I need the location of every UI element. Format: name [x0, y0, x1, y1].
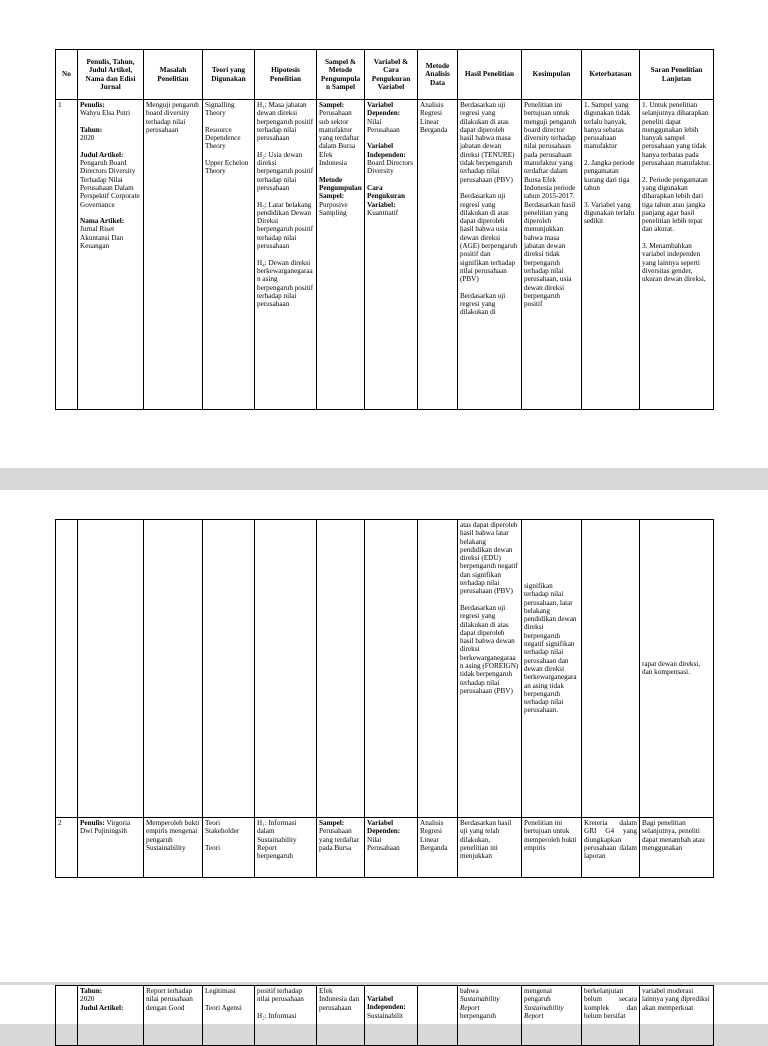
row2-keterbatasan: Kreteria dalam GRI G4 yang diungkapkan perusahaan dalam laporan [582, 818, 640, 878]
page-2 [0, 490, 768, 982]
row2-cont-hasil-end: berpengaruh [460, 1011, 496, 1020]
row2-cont-hipotesis: positif terhadap nilai perusahaan [257, 987, 304, 1004]
row1-teori-cell [203, 100, 255, 410]
header-hipotesis: Hipotesis Penelitian [255, 50, 317, 100]
header-variabel: Variabel & Cara Pengukuran Variabel [365, 50, 418, 100]
header-saran: Saran Penelitian Lanjutan [640, 50, 714, 100]
row1-hasil-e: Berdasarkan uji regresi yang dilakukan di atas dapat diperoleh hasil bahwa dewan direksi berkewarganegaraan asing (FOREIGN) tidak berpengaruh terhadap nilai perusahaan (PBV) [460, 603, 519, 695]
literature-table-page-3 [55, 985, 714, 1046]
row1-hasil-cont-cell [458, 520, 522, 818]
row1-variabel-cell [365, 100, 418, 410]
row2-cont-saran: variabel moderasi lainnya yang diprediksi akan memperkuat [640, 986, 714, 1046]
row2-cont-hasil: bahwa [460, 987, 479, 995]
row1-var-dep-label: Variabel Dependen: [367, 101, 401, 118]
row2-cont-hasil-i1: Sustainability [460, 995, 500, 1004]
row1-masalah: Menguji pengaruh board diversity terhadap nilai perusahaan [144, 100, 203, 410]
row1-teori-1: Signalling Theory [205, 101, 235, 118]
row1-keterbatasan-1: 1. Sampel yang digunakan tidak terlalu banyak, hanya sebatas perusahaan manufaktur [584, 101, 631, 151]
row1-judul-label: Judul Artikel: [80, 150, 124, 159]
table-row [56, 818, 714, 878]
row1-saran-1: 1. Untuk penelitian selanjutnya diharapkan peneliti dapat menggunakan lebih banyak sampel perusahaan yang tidak hanya terbatas pada perusahaan manufaktur. [642, 101, 711, 168]
row1-hipotesis-1: H₁: Masa jabatan dewan direksi berpengaruh positif terhadap nilai perusahaan [257, 101, 314, 143]
row2-var-dep: Nilai Perusahaan [367, 835, 400, 852]
row2-analisis: Analisis Regresi Linear Berganda [418, 818, 458, 878]
row1-saran-cont [640, 520, 714, 818]
header-no: No [56, 50, 78, 100]
row1-hasil-a: Berdasarkan uji regresi yang dilakukan di atas dapat diperoleh hasil bahwa masa jabatan dewan direksi (TENURE) tidak berpengaruh terhadap nilai perusahaan (PBV) [460, 101, 515, 184]
literature-table-page-2 [55, 519, 714, 878]
row1-teori-3: Upper Echelon Theory [205, 159, 249, 176]
row2-hasil: Berdasarkan hasil uji yang telah dilakukan, penelitian ini menjukkan [458, 818, 522, 878]
row2-cont-hasil-cell [458, 986, 522, 1046]
header-hasil: Hasil Penelitian [458, 50, 522, 100]
row1-sampel-cell [317, 100, 365, 410]
header-penulis: Penulis, Tahun, Judul Artikel, Nama dan Edisi Jurnal [78, 50, 144, 100]
row1-keterbatasan-cell [582, 100, 640, 410]
row1-tahun-label: Tahun: [80, 125, 103, 134]
row1-kesimpulan-cont [522, 520, 582, 818]
row1-no: 1 [56, 100, 78, 410]
row1-penulis-cell [78, 100, 144, 410]
row1-var-ind-label: Variabel Independen: [367, 142, 406, 159]
row1-tahun: 2020 [80, 134, 95, 143]
table-row [56, 986, 714, 1046]
row1-saran-2: 2. Periode pengamatan yang digunakan diharapkan lebih dari tiga tahun atau jangka panjang agar hasil penelitian lebih tepat dan akurat. [642, 175, 708, 234]
row1-saran-cont-text: rapat dewan direksi, dan kompensasi. [642, 660, 701, 677]
row2-tahun: 2020 [80, 995, 95, 1004]
page-3 [0, 985, 768, 1024]
row2-cont-teori-cell [203, 986, 255, 1046]
row1-var-dep: Nilai Perusahaan [367, 117, 400, 134]
header-teori: Teori yang Digunakan [203, 50, 255, 100]
row2-cont-kesimpulan: mengenai pengaruh [524, 987, 552, 1004]
header-masalah: Masalah Penelitian [144, 50, 203, 100]
row2-cont-kesimpulan-i2: Report [524, 1011, 544, 1020]
row2-variabel-cell [365, 818, 418, 878]
row2-penulis-label: Penulis: [80, 819, 105, 827]
page-1 [0, 0, 768, 468]
row1-sampel: Perusahaan sub sektor manufaktur yang terdaftar dalam Bursa Efek Indonesia [319, 109, 360, 168]
row1-saran-3: 3. Menambahkan variabel independen yang lainnya seperti diversitas gender, ukuran dewan direksi, [642, 242, 706, 284]
row2-kesimpulan: Penelitian ini bertujuan untuk memperoleh bukti empiris [522, 818, 582, 878]
row2-saran: Bagi penelitian selanjutnya, peneliti dapat menambah atau menggunakan [640, 818, 714, 878]
row2-cont-hipotesis-cell [255, 986, 317, 1046]
header-metode-analisis: Metode Analisis Data [418, 50, 458, 100]
row2-no: 2 [56, 818, 78, 878]
row1-keterbatasan-3: 3. Variabel yang digunakan terlalu sedikit [584, 200, 635, 226]
row1-teori-2: Resource Dependence Theory [205, 125, 241, 151]
row2-var-ind-label: Variabel Independen: [367, 995, 406, 1012]
row2-cont-variabel-cell [365, 986, 418, 1046]
row1-hipotesis-3: H₃: Latar belakang pendidikan Dewan Direksi berpengaruh positif terhadap nilai perusahaan [257, 200, 314, 251]
table-row [56, 100, 714, 410]
row2-sampel-label: Sampel: [319, 819, 345, 827]
row2-cont-kesimpulan-i1: Sustainability [524, 1003, 564, 1012]
row1-kesimpulan-cont-text: signifikan terhadap nilai perusahaan, latar belakang pendidikan dewan direksi berpengaruh negatif signifikan terhadap nilai perusahaan dan dewan direksi berkewarganegaraan asing tidak berpengaruh terhadap nilai perusahaan. [524, 582, 577, 715]
row2-cont-penulis-cell [78, 986, 144, 1046]
row1-saran-cell [640, 100, 714, 410]
row1-hasil-cell [458, 100, 522, 410]
header-kesimpulan: Kesimpulan [522, 50, 582, 100]
row1-hasil-d: atas dapat diperoleh hasil bahwa latar belakang pendidikan dewan direksi (EDU) berpengaruh negatif dan signifikan terhadap nilai perusahaan (PBV) [460, 521, 518, 596]
row1-keterbatasan-2: 2. Jangka periode pengamatan kurang dari tiga tahun [584, 159, 635, 192]
row1-judul: Pengaruh Board Directors Diversity Terhadap Nilai Perusahaan Dalam Perspektif Corporate Governance [80, 159, 140, 209]
row1-var-ind: Board Directors Diversity [367, 159, 414, 176]
row2-judul-label: Judul Artikel: [80, 1003, 124, 1012]
row1-hipotesis-2: H₂: Usia dewan direksi berpengaruh positif terhadap nilai perusahaan [257, 150, 314, 192]
row2-teori-cell [203, 818, 255, 878]
row2-penulis-cell [78, 818, 144, 878]
row2-sampel-cell [317, 818, 365, 878]
row2-penulis: Virgoria Dwi Pujiningsih [80, 819, 131, 836]
row1-hasil-c: Berdasarkan uji regresi yang dilakukan di [460, 291, 506, 317]
row1-hipotesis-cell [255, 100, 317, 410]
row2-var-ind: Sustainabilit [367, 1011, 403, 1020]
header-sampel: Sampel & Metode Pengumpulan Sampel [317, 50, 365, 100]
row1-sampel-label: Sampel: [319, 101, 345, 109]
row1-nama: Jurnal Riset Akuntansi Dan Keuangan [80, 225, 124, 251]
row2-cont-hipotesis-2: H₂: Informasi [257, 1011, 297, 1020]
row2-cont-hasil-i2: Report [460, 1003, 480, 1012]
row2-var-dep-label: Variabel Dependen: [367, 819, 401, 836]
row2-cont-kesimpulan-cell [522, 986, 582, 1046]
row2-cont-sampel: Efek Indonesia dan perusahaan [317, 986, 365, 1046]
row1-kesimpulan: Penelitian ini bertujuan untuk menguji pengaruh board director diversity terhadap nilai perusahaan pada perusahaan manufaktur yang terdaftar dalam Bursa Efek Indonesia periode tahun 2015-2017. Berdasarkan hasil penelitian yang diperoleh menunjukkan bahwa masa jabatan dewan direksi tidak berpengaruh terhadap nilai perusahaan, usia dewan direksi berpengaruh positif [522, 100, 582, 410]
row1-penulis-label: Penulis: [80, 101, 105, 109]
table-row [56, 520, 714, 818]
row1-hipotesis-4: H₄: Dewan direksi berkewarganegaraan asing berpengaruh positif terhadap nilai perusahaan [257, 258, 314, 309]
row2-hipotesis: H₁: Informasi dalam Sustainability Report berpengaruh [255, 818, 317, 878]
literature-table-page-1 [55, 49, 714, 410]
row1-analisis: Analisis Regresi Linear Berganda [418, 100, 458, 410]
row2-sampel: Perusahaan yang terdaftar pada Bursa [319, 827, 360, 852]
row2-teori-1: Teori Stakeholder [205, 819, 240, 836]
row1-hasil-b: Berdasarkan uji regresi yang dilakukan di atas dapat diperoleh hasil bahwa usia dewan direksi (AGE) berpengaruh positif dan signifikan terhadap nilai perusahaan (PBV) [460, 192, 518, 284]
header-row [56, 50, 714, 100]
row2-masalah: Memperoleh bukti empiris mengenai pengaruh Sustainability [144, 818, 203, 878]
row1-metode-label: Metode Pengumpulan Sampel: [319, 175, 362, 201]
row1-penulis: Wahyu Elsa Putri [80, 109, 131, 118]
row2-cont-teori-1: Legitimasi [205, 987, 236, 995]
row2-cont-masalah: Report terhadap nilai perusahaan dengan Good [144, 986, 203, 1046]
row1-cara-label: Cara Pengukuran Variabel: [367, 183, 405, 209]
row1-nama-label: Nama Artikel: [80, 217, 125, 226]
header-keterbatasan: Keterbatasan [582, 50, 640, 100]
row2-cont-teori-2: Teori Agensi [205, 1003, 242, 1012]
row1-metode: Purposive Sampling [319, 200, 348, 217]
row2-tahun-label: Tahun: [80, 987, 103, 995]
row2-teori-2: Teori [205, 843, 221, 852]
row1-cara: Kuantitatif [367, 208, 399, 217]
row2-cont-keterbatasan: berkelanjutan belum secara komplek dan belum bersifat [582, 986, 640, 1046]
